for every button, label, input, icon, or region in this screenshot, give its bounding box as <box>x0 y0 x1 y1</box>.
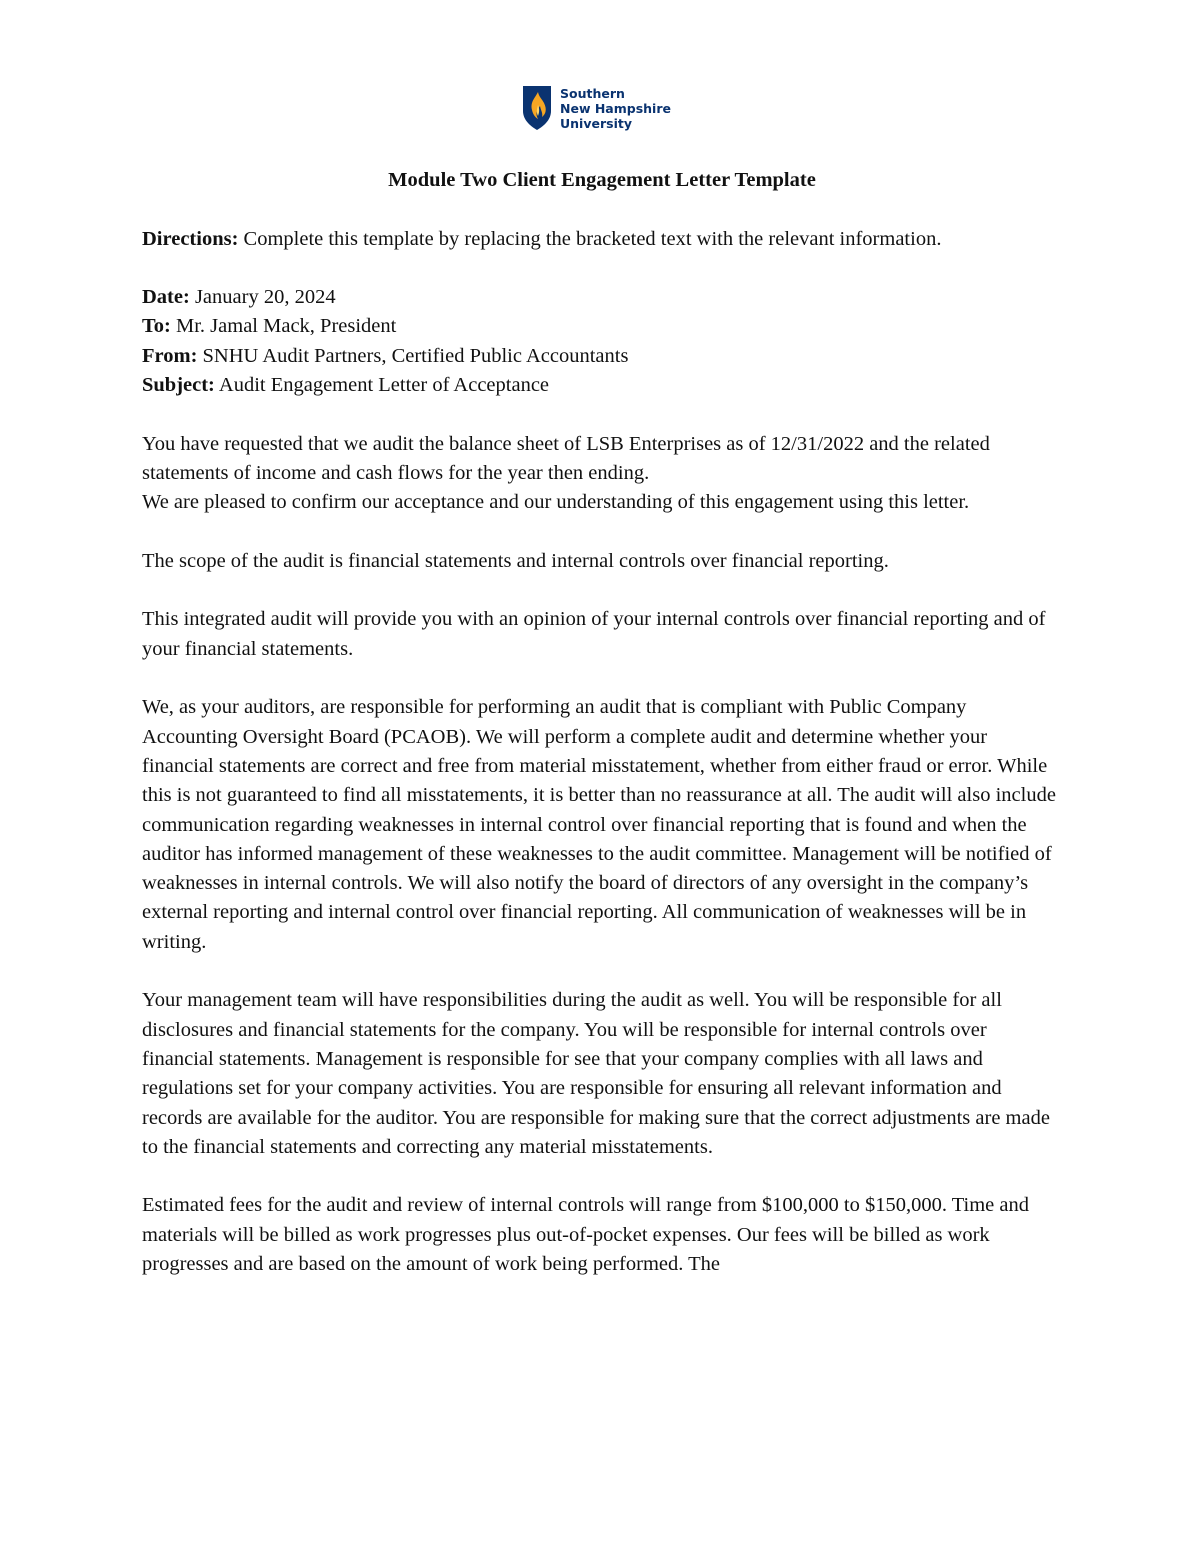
to-value: Mr. Jamal Mack, President <box>170 315 397 338</box>
to-line <box>142 312 1062 341</box>
body-paragraph-fees: Estimated fees for the audit and review of internal controls will range from $100,000 to $150,000. Time and materials will be billed as work progresses plus out-of-pocket expenses. Our fees will be billed as work progresses and are based on the amount of work being performed. The <box>142 1194 1030 1275</box>
to-label: To: <box>142 315 171 338</box>
snhu-logo <box>522 84 671 132</box>
from-value: SNHU Audit Partners, Certified Public Accountants <box>197 344 629 367</box>
logo-line-1: Southern <box>560 85 625 101</box>
body-paragraph-scope: The scope of the audit is financial statements and internal controls over financial reporting. <box>142 549 889 572</box>
logo-line-2: New Hampshire <box>560 100 671 116</box>
directions-label: Directions: <box>142 227 239 250</box>
letter-content <box>142 166 1062 1279</box>
date-value: January 20, 2024 <box>189 286 336 309</box>
directions-text: Complete this template by replacing the bracketed text with the relevant information. <box>238 227 942 250</box>
body-paragraph-integrated-audit: This integrated audit will provide you with an opinion of your internal controls over financial reporting and of your financial statements. <box>142 608 1046 660</box>
date-label: Date: <box>142 286 190 309</box>
body-paragraph-acceptance: We are pleased to confirm our acceptance and our understanding of this engagement using this letter. <box>142 491 970 514</box>
subject-line <box>142 371 1062 400</box>
date-line <box>142 283 1062 312</box>
logo-wordmark <box>560 86 671 131</box>
from-line <box>142 342 1062 371</box>
body-paragraph-request: You have requested that we audit the balance sheet of LSB Enterprises as of 12/31/2022 and the related statements of income and cash flows for the year then ending. <box>142 432 990 484</box>
logo-line-3: University <box>560 115 632 131</box>
directions-paragraph <box>142 225 1062 254</box>
body-paragraph-management-responsibilities: Your management team will have responsibilities during the audit as well. You will be responsible for all disclosures and financial statements for the company. You will be responsible for internal controls over financial statements. Management is responsible for see that your company complies with all laws and regulations set for your company activities. You are responsible for ensuring all relevant information and records are available for the auditor. You are responsible for making sure that the correct adjustments are made to the financial statements and correcting any material misstatements. <box>142 989 1050 1158</box>
subject-label: Subject: <box>142 374 215 397</box>
from-label: From: <box>142 344 198 367</box>
document-title: Module Two Client Engagement Letter Template <box>388 169 816 191</box>
subject-value: Audit Engagement Letter of Acceptance <box>214 374 550 397</box>
body-paragraph-auditor-responsibilities: We, as your auditors, are responsible for performing an audit that is compliant with Public Company Accounting Oversight Board (PCAOB). We will perform a complete audit and determine whether your financial statements are correct and free from material misstatement, whether from either fraud or error. While this is not guaranteed to find all misstatements, it is better than no reassurance at all. The audit will also include communication regarding weaknesses in internal control over financial reporting that is found and when the auditor has informed management of these weaknesses to the audit committee. Management will be notified of weaknesses in internal controls. We will also notify the board of directors of any oversight in the company’s external reporting and internal control over financial reporting. All communication of weaknesses will be in writing. <box>142 696 1056 953</box>
shield-flame-icon <box>522 85 552 131</box>
